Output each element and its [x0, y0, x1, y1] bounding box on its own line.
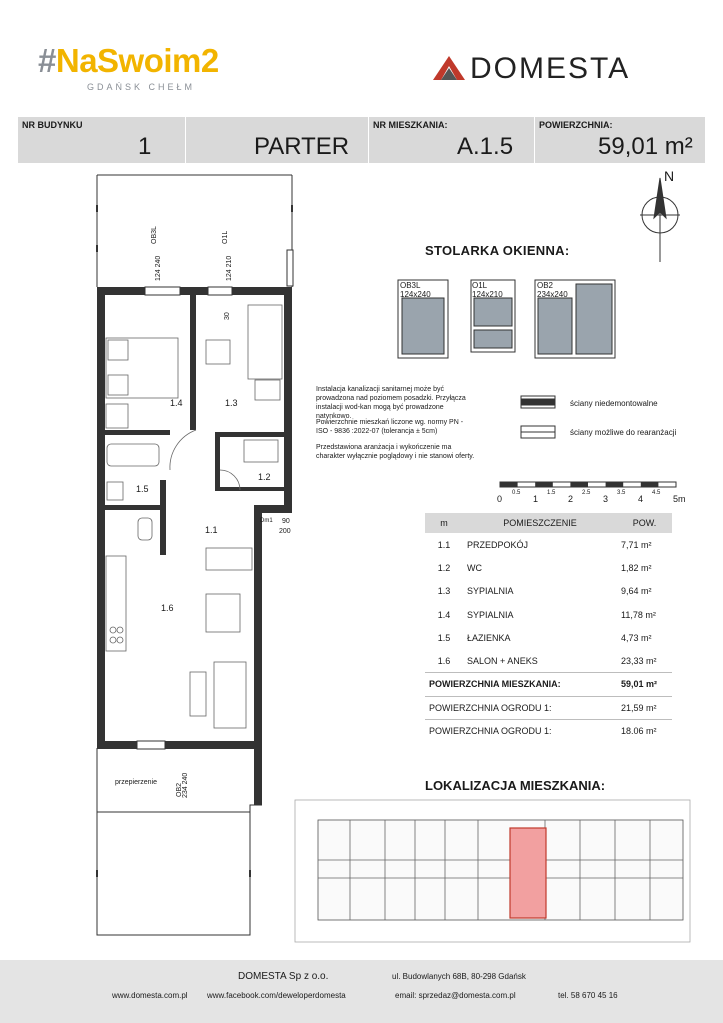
window-code-2: O1L 124x210: [472, 281, 503, 299]
window-size-ob2: 234 240: [182, 772, 189, 798]
garden-row-2: POWIERZCHNIA OGRODU 1: 18.06 m²: [425, 719, 672, 742]
room-label-1-1: 1.1: [205, 525, 218, 535]
window-code-3: OB2 234x240: [537, 281, 568, 299]
note-arrangement: Przedstawiona aranżacja i wykończenie ma charakter wyłącznie poglądowy i nie stanowi oferty.: [316, 444, 475, 460]
total-row: POWIERZCHNIA MIESZKANIA: 59,01 m²: [425, 673, 672, 696]
note-norm: Powierzchnie mieszkań liczone wg. normy PN - ISO - 9836 :2022-07 (tolerancja ± 5cm): [316, 419, 464, 435]
table-row: 1.6 SALON + ANEKS 23,33 m²: [437, 655, 657, 666]
location-plan: [295, 800, 690, 942]
logo-hash: #: [38, 42, 56, 79]
apartment-value: A.1.5: [457, 133, 514, 160]
logo-name-a: Na: [55, 42, 98, 79]
building-value: 1: [138, 133, 152, 160]
area-label: POWIERZCHNIA:: [539, 120, 613, 130]
table-row: 1.4 SYPIALNIA 11,78 m²: [437, 609, 656, 620]
floor-value: PARTER: [254, 133, 350, 160]
footer: [0, 960, 723, 1023]
room-label-1-3: 1.3: [225, 398, 238, 408]
window-size-o1l: 124 210: [226, 255, 233, 281]
door-code: Dm1: [260, 518, 273, 524]
scale-labels: 0 0.5 1 1.5 2 2.5 3 3.5 4 4.5 5m: [497, 490, 686, 504]
window-label-o1l: O1L: [222, 230, 229, 244]
apartment-label: NR MIESZKANIA:: [373, 120, 448, 130]
table-header: m POMIESZCZENIE POW.: [425, 513, 672, 533]
footer-email[interactable]: email: sprzedaz@domesta.com.pl: [395, 991, 516, 1000]
footer-address: ul. Budowlanych 68B, 80-298 Gdańsk: [392, 972, 526, 981]
room-label-1-2: 1.2: [258, 472, 271, 482]
footer-website[interactable]: www.domesta.com.pl: [112, 991, 188, 1000]
table-row: 1.1 PRZEDPOKÓJ 7,71 m²: [437, 539, 652, 550]
window-label-ob2: OB2: [176, 782, 183, 797]
partition-label: przepierzenie: [115, 779, 158, 786]
legend-wall-symbols: [521, 396, 555, 438]
scale-bar: [500, 482, 676, 487]
room-label-1-6: 1.6: [161, 603, 174, 613]
room-table: [425, 513, 672, 743]
compass-icon: [640, 178, 680, 262]
table-row: 1.2 WC 1,82 m²: [437, 562, 652, 573]
window-marks: [137, 287, 232, 749]
location-title: LOKALIZACJA MIESZKANIA:: [425, 778, 606, 793]
area-value: 59,01 m²: [598, 133, 693, 160]
building-label: NR BUDYNKU: [22, 120, 83, 130]
table-row: 1.5 ŁAZIENKA 4,73 m²: [437, 632, 652, 643]
highlighted-apartment: [510, 828, 546, 918]
height-mark: 30: [224, 312, 231, 320]
table-row: 1.3 SYPIALNIA 9,64 m²: [437, 586, 652, 597]
footer-company: DOMESTA Sp z o.o.: [238, 971, 329, 982]
door-size-b: 200: [279, 528, 291, 535]
windows-title: STOLARKA OKIENNA:: [425, 243, 570, 258]
garden-top: [97, 175, 293, 287]
compass-north: N: [664, 168, 675, 184]
brand-logo: DOMESTA: [470, 52, 631, 85]
window-code-1: OB3L 124x240: [400, 281, 431, 299]
note-installation: Instalacja kanalizacji sanitarnej może być prowadzona nad poziomem posadzki. Przyłącza instalacji wod-kan mogą być prowadzone natynkowo.: [316, 386, 466, 420]
legend-walls-fixed: ściany niedemontowalne: [570, 399, 658, 408]
window-size-ob3l: 124 240: [155, 255, 162, 281]
room-label-1-4: 1.4: [170, 398, 183, 408]
garden-row-1: POWIERZCHNIA OGRODU 1: 21,59 m²: [425, 696, 672, 719]
logo-name-b: Swoim2: [97, 42, 219, 79]
room-label-1-5: 1.5: [136, 484, 149, 494]
walls: [97, 287, 292, 805]
window-label-ob3l: OB3L: [151, 226, 158, 244]
footer-phone: tel. 58 670 45 16: [558, 991, 618, 1000]
door-size-a: 90: [282, 518, 290, 525]
footer-facebook[interactable]: www.facebook.com/deweloperdomesta: [207, 991, 346, 1000]
logo-subtitle: GDAŃSK CHEŁM: [87, 82, 196, 92]
legend-walls-movable: ściany możliwe do rearanżacji: [570, 428, 677, 437]
